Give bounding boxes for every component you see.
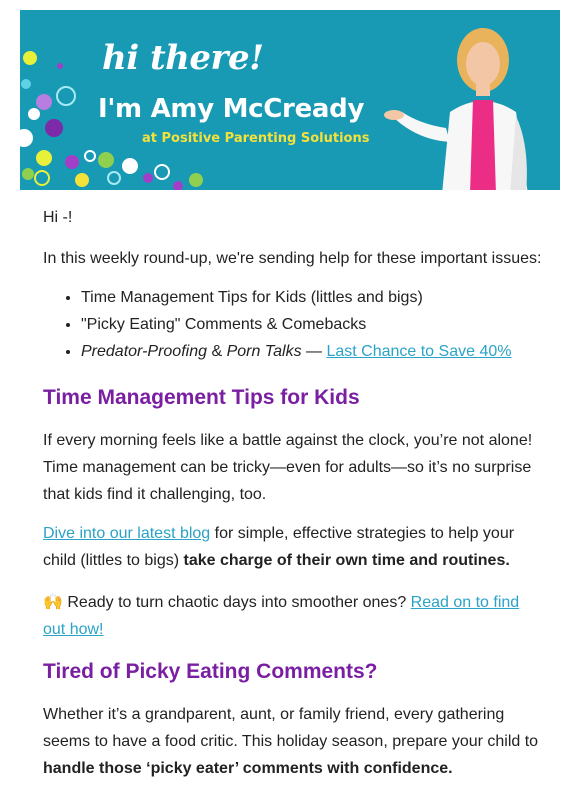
email-body bbox=[43, 204, 543, 794]
salutation: Hi -! bbox=[43, 209, 73, 226]
last-chance-link[interactable]: Last Chance to Save 40% bbox=[326, 343, 512, 360]
banner-subtitle: at Positive Parenting Solutions bbox=[142, 131, 370, 146]
section-heading-picky-eating: Tired of Picky Eating Comments? bbox=[43, 660, 378, 683]
header-banner bbox=[20, 10, 560, 190]
time-management-paragraph: If every morning feels like a battle against the clock, you’re not alone! Time management can be tricky—even for adults—so it’s no surprise that kids find it challenging, too. bbox=[43, 432, 533, 503]
banner-greeting: hi there! bbox=[102, 38, 264, 78]
banner-name: I'm Amy McCready bbox=[98, 94, 365, 124]
issues-list bbox=[43, 284, 543, 365]
section-heading-time-management: Time Management Tips for Kids bbox=[43, 386, 360, 409]
list-item: • Time Management Tips for Kids (littles and bigs) bbox=[81, 284, 543, 311]
list-item: • Predator-Proofing & Porn Talks — Last Chance to Save 40% bbox=[81, 338, 543, 365]
picky-eating-paragraph: Whether it’s a grandparent, aunt, or family friend, every gathering seems to have a food critic. This holiday season, prepare your child to handle those ‘picky eater’ comments with confidence. bbox=[43, 706, 539, 777]
blog-paragraph: Dive into our latest blog for simple, effective strategies to help your child (littles to bigs) take charge of their own time and routines. bbox=[43, 525, 515, 569]
read-on-paragraph: 🙌 Ready to turn chaotic days into smoother ones? Read on to find out how! bbox=[43, 592, 520, 638]
raising-hands-icon: 🙌 bbox=[43, 592, 63, 611]
latest-blog-link[interactable]: Dive into our latest blog bbox=[43, 525, 211, 542]
read-on-link[interactable]: Read on to find out how! bbox=[43, 594, 520, 638]
list-item: • "Picky Eating" Comments & Comebacks bbox=[81, 311, 543, 338]
intro-text: In this weekly round-up, we're sending help for these important issues: bbox=[43, 250, 542, 267]
presenter-photo bbox=[380, 16, 560, 190]
